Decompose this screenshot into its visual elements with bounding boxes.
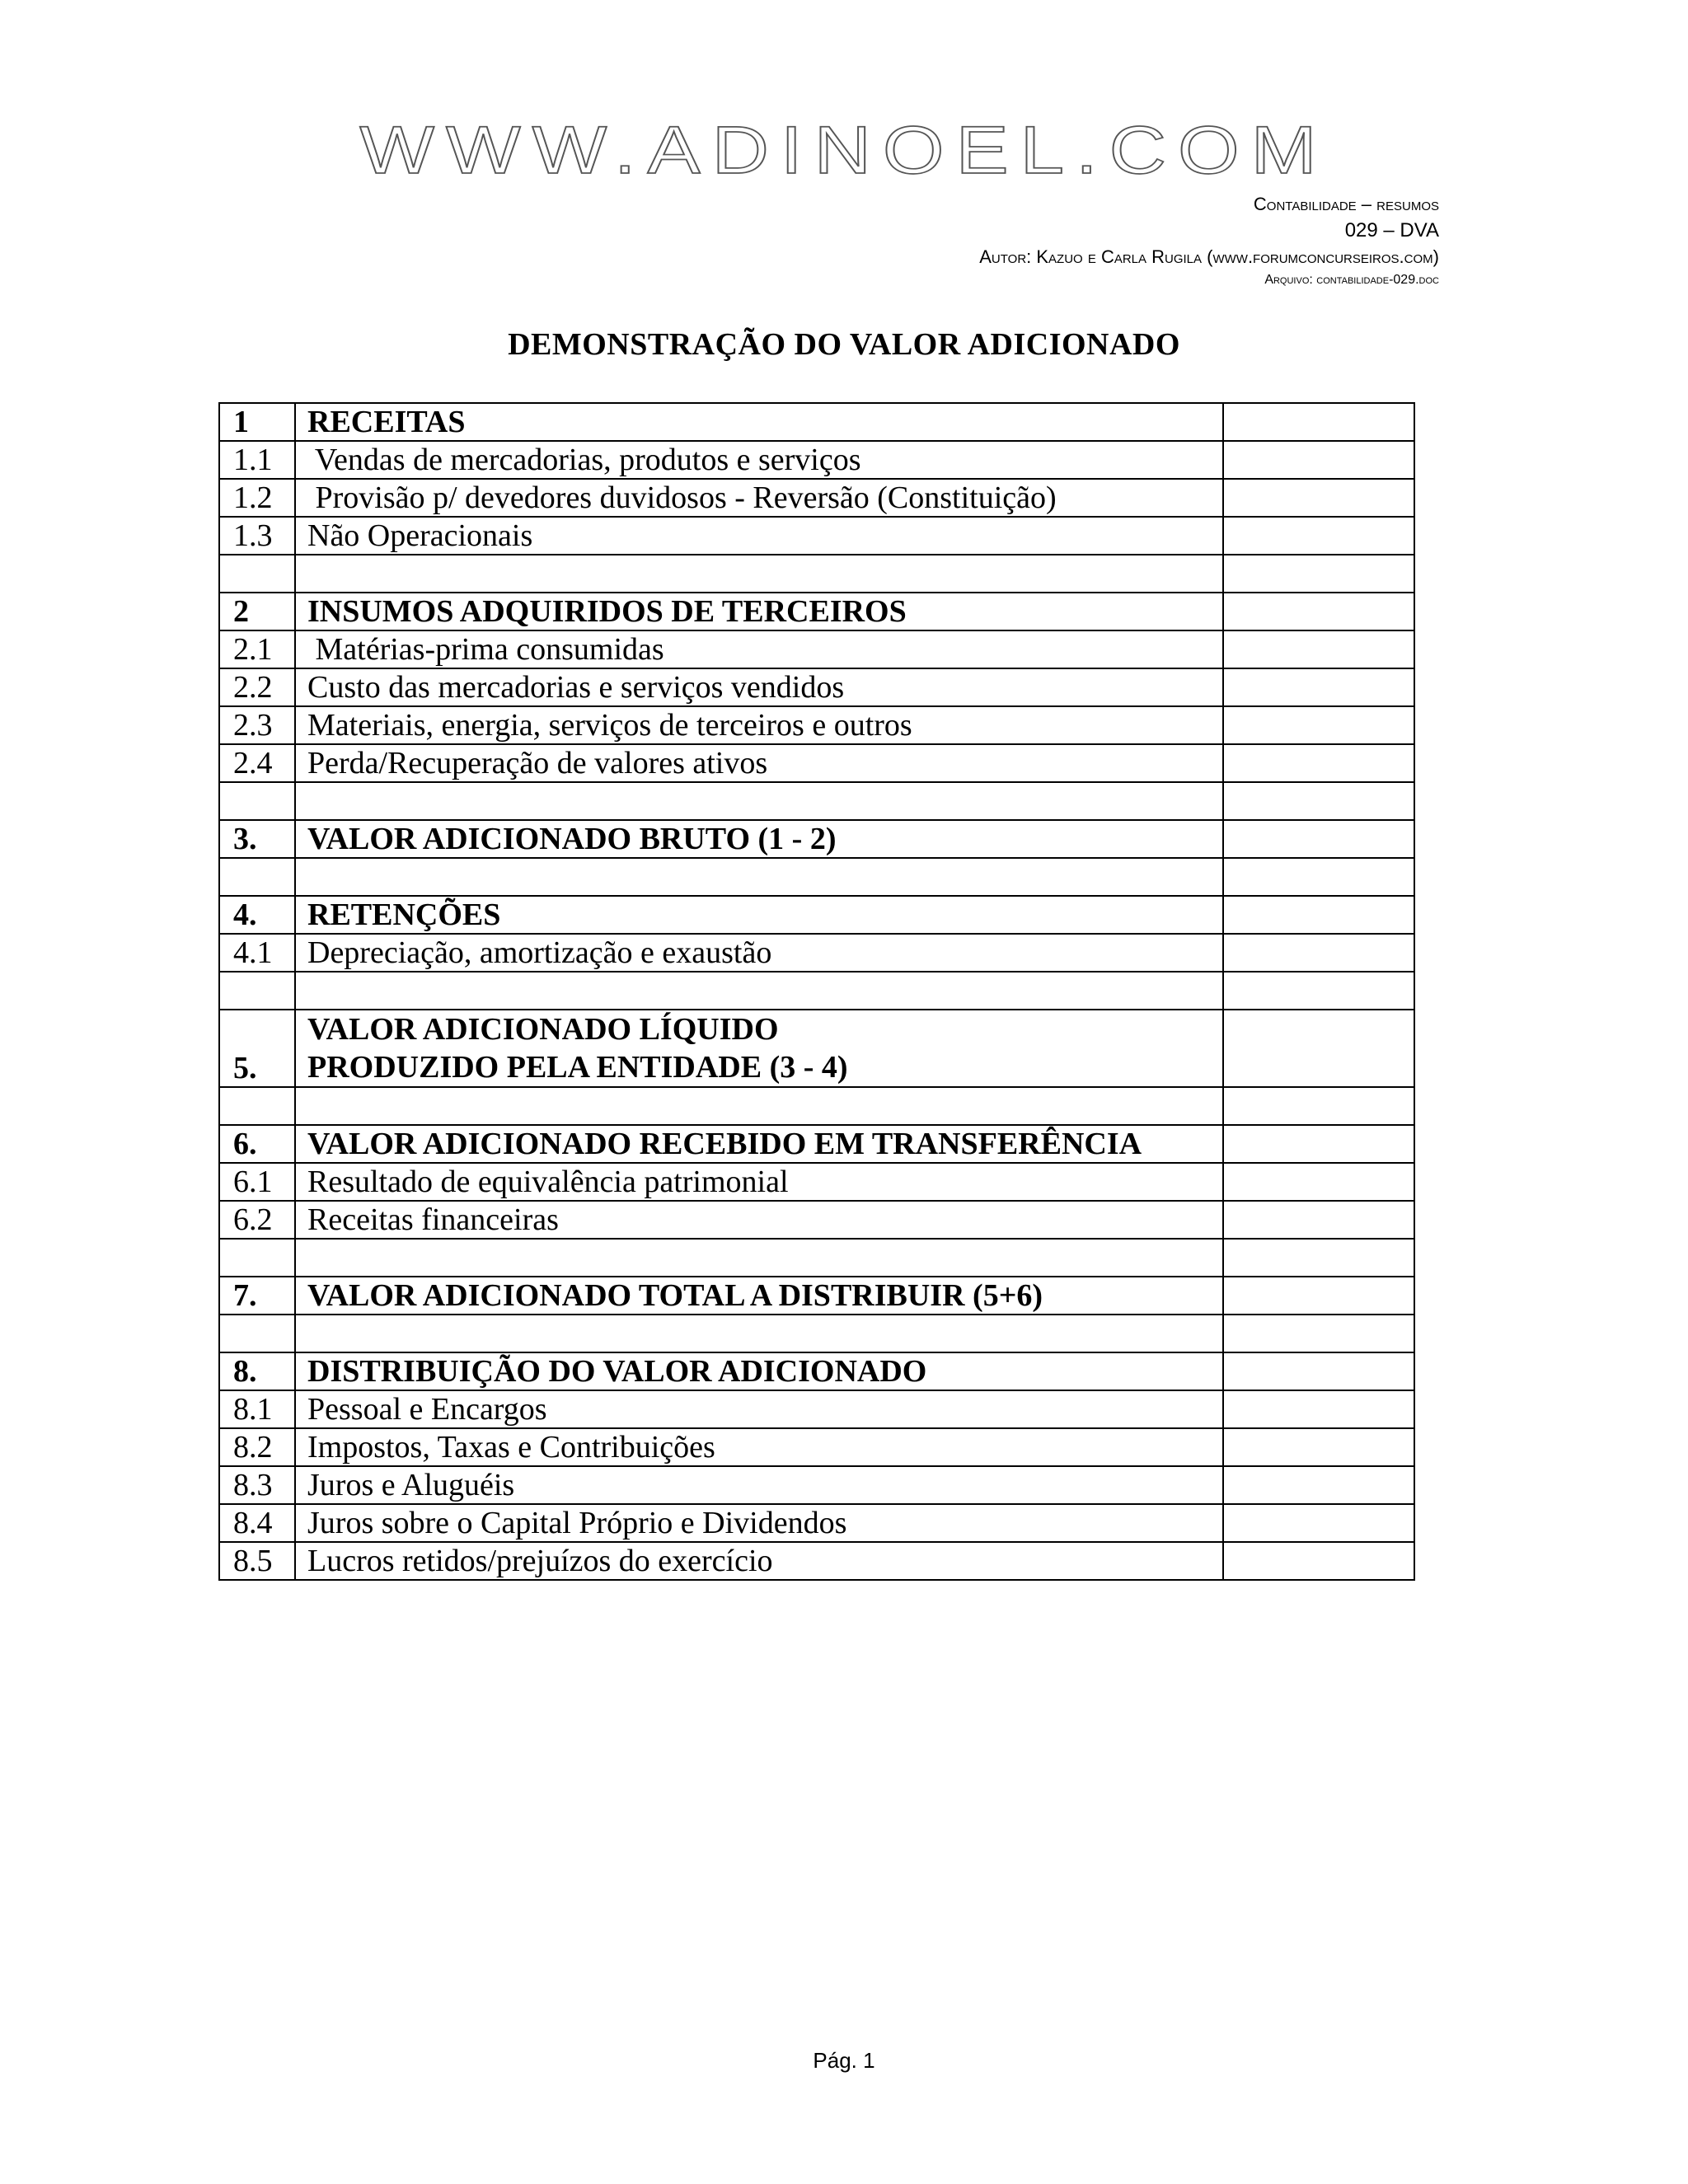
- row-label: INSUMOS ADQUIRIDOS DE TERCEIROS: [295, 593, 1223, 630]
- row-value: [1223, 403, 1414, 441]
- table-row: [219, 1428, 1414, 1466]
- row-number: 6.2: [219, 1201, 295, 1239]
- row-number: 8.1: [219, 1390, 295, 1428]
- table-row: [219, 441, 1414, 479]
- row-label: Custo das mercadorias e serviços vendidos: [295, 668, 1223, 706]
- header-author: Autor: Kazuo e Carla Rugila (www.forumconcurseiros.com): [979, 246, 1439, 267]
- row-label: Lucros retidos/prejuízos do exercício: [295, 1542, 1223, 1580]
- table-row: [219, 1277, 1414, 1315]
- row-number: 4.1: [219, 934, 295, 972]
- row-number: 8.2: [219, 1428, 295, 1466]
- row-number: [219, 555, 295, 593]
- row-label: Juros sobre o Capital Próprio e Dividendos: [295, 1504, 1223, 1542]
- table-row: [219, 706, 1414, 744]
- table-row: [219, 479, 1414, 517]
- row-value: [1223, 1315, 1414, 1352]
- row-number: 1.1: [219, 441, 295, 479]
- row-value: [1223, 668, 1414, 706]
- row-number: 2.2: [219, 668, 295, 706]
- row-number: 8.3: [219, 1466, 295, 1504]
- row-label: Depreciação, amortização e exaustão: [295, 934, 1223, 972]
- header-subject: Contabilidade – resumos: [1253, 194, 1439, 214]
- row-label: Juros e Aluguéis: [295, 1466, 1223, 1504]
- row-label: [295, 1315, 1223, 1352]
- row-number: 5.: [219, 1010, 295, 1087]
- page-title: DEMONSTRAÇÃO DO VALOR ADICIONADO: [508, 327, 1180, 362]
- row-value: [1223, 820, 1414, 858]
- row-label: Receitas financeiras: [295, 1201, 1223, 1239]
- table-row: [219, 820, 1414, 858]
- row-number: 2: [219, 593, 295, 630]
- row-label: [295, 1087, 1223, 1125]
- table-row-empty: [219, 972, 1414, 1010]
- row-number: 1: [219, 403, 295, 441]
- row-value: [1223, 1504, 1414, 1542]
- row-number: 3.: [219, 820, 295, 858]
- row-value: [1223, 896, 1414, 934]
- table-row-empty: [219, 1087, 1414, 1125]
- row-label: VALOR ADICIONADO BRUTO (1 - 2): [295, 820, 1223, 858]
- row-value: [1223, 630, 1414, 668]
- table-row-empty: [219, 1239, 1414, 1277]
- row-label: DISTRIBUIÇÃO DO VALOR ADICIONADO: [295, 1352, 1223, 1390]
- row-number: 2.4: [219, 744, 295, 782]
- header-number: 029 – DVA: [1344, 219, 1439, 241]
- row-label: Impostos, Taxas e Contribuições: [295, 1428, 1223, 1466]
- row-value: [1223, 1163, 1414, 1201]
- table-row: [219, 1125, 1414, 1163]
- row-value: [1223, 593, 1414, 630]
- row-label: RECEITAS: [295, 403, 1223, 441]
- row-label: Materiais, energia, serviços de terceiros e outros: [295, 706, 1223, 744]
- table-row: [219, 1504, 1414, 1542]
- row-label: Vendas de mercadorias, produtos e serviços: [295, 441, 1223, 479]
- row-label: Pessoal e Encargos: [295, 1390, 1223, 1428]
- table-row: [219, 1542, 1414, 1580]
- row-value: [1223, 706, 1414, 744]
- row-value: [1223, 744, 1414, 782]
- row-number: 8.5: [219, 1542, 295, 1580]
- row-value: [1223, 1390, 1414, 1428]
- table-row-empty: [219, 1315, 1414, 1352]
- row-number: [219, 1239, 295, 1277]
- watermark-logo: WWW.ADINOEL.COM: [359, 113, 1329, 189]
- table-row-empty: [219, 858, 1414, 896]
- row-value: [1223, 1428, 1414, 1466]
- row-value: [1223, 1542, 1414, 1580]
- table-row: [219, 593, 1414, 630]
- dva-table: [218, 402, 1415, 1581]
- row-number: 2.1: [219, 630, 295, 668]
- row-number: 2.3: [219, 706, 295, 744]
- row-label: VALOR ADICIONADO RECEBIDO EM TRANSFERÊNCIA: [295, 1125, 1223, 1163]
- row-label: [295, 1239, 1223, 1277]
- table-row: [219, 630, 1414, 668]
- row-number: 6.1: [219, 1163, 295, 1201]
- table-row: [219, 934, 1414, 972]
- table-row: [219, 1352, 1414, 1390]
- table-row: [219, 403, 1414, 441]
- row-number: 8.: [219, 1352, 295, 1390]
- row-number: 7.: [219, 1277, 295, 1315]
- row-label: Resultado de equivalência patrimonial: [295, 1163, 1223, 1201]
- row-label: [295, 782, 1223, 820]
- row-value: [1223, 479, 1414, 517]
- table-row: [219, 517, 1414, 555]
- row-number: [219, 1315, 295, 1352]
- row-value: [1223, 1125, 1414, 1163]
- row-label: RETENÇÕES: [295, 896, 1223, 934]
- table-row: [219, 1201, 1414, 1239]
- row-label: [295, 555, 1223, 593]
- document-header: [979, 191, 1439, 290]
- row-value: [1223, 1239, 1414, 1277]
- page-number: Pág. 1: [813, 2048, 875, 2073]
- table-row: [219, 1010, 1414, 1087]
- row-label: VALOR ADICIONADO TOTAL A DISTRIBUIR (5+6): [295, 1277, 1223, 1315]
- table-row: [219, 1466, 1414, 1504]
- row-label: [295, 972, 1223, 1010]
- row-value: [1223, 555, 1414, 593]
- row-label: [295, 858, 1223, 896]
- row-number: [219, 858, 295, 896]
- table-row: [219, 744, 1414, 782]
- row-value: [1223, 1087, 1414, 1125]
- row-value: [1223, 1201, 1414, 1239]
- row-value: [1223, 1352, 1414, 1390]
- table-row-empty: [219, 555, 1414, 593]
- row-label: VALOR ADICIONADO LÍQUIDO PRODUZIDO PELA ENTIDADE (3 - 4): [295, 1010, 1223, 1087]
- row-number: 4.: [219, 896, 295, 934]
- row-label: Matérias-prima consumidas: [295, 630, 1223, 668]
- header-file: Arquivo: contabilidade-029.doc: [1264, 273, 1439, 287]
- table-row: [219, 1163, 1414, 1201]
- row-number: 1.2: [219, 479, 295, 517]
- row-value: [1223, 858, 1414, 896]
- row-number: 1.3: [219, 517, 295, 555]
- row-label: Provisão p/ devedores duvidosos - Reversão (Constituição): [295, 479, 1223, 517]
- table-row: [219, 896, 1414, 934]
- row-value: [1223, 1010, 1414, 1087]
- row-value: [1223, 517, 1414, 555]
- row-value: [1223, 441, 1414, 479]
- row-value: [1223, 934, 1414, 972]
- row-number: 6.: [219, 1125, 295, 1163]
- row-value: [1223, 1466, 1414, 1504]
- row-value: [1223, 782, 1414, 820]
- row-number: [219, 972, 295, 1010]
- table-row: [219, 668, 1414, 706]
- row-label: Não Operacionais: [295, 517, 1223, 555]
- table-row: [219, 1390, 1414, 1428]
- row-value: [1223, 972, 1414, 1010]
- row-label: Perda/Recuperação de valores ativos: [295, 744, 1223, 782]
- table-row-empty: [219, 782, 1414, 820]
- row-number: [219, 1087, 295, 1125]
- row-value: [1223, 1277, 1414, 1315]
- row-number: [219, 782, 295, 820]
- row-number: 8.4: [219, 1504, 295, 1542]
